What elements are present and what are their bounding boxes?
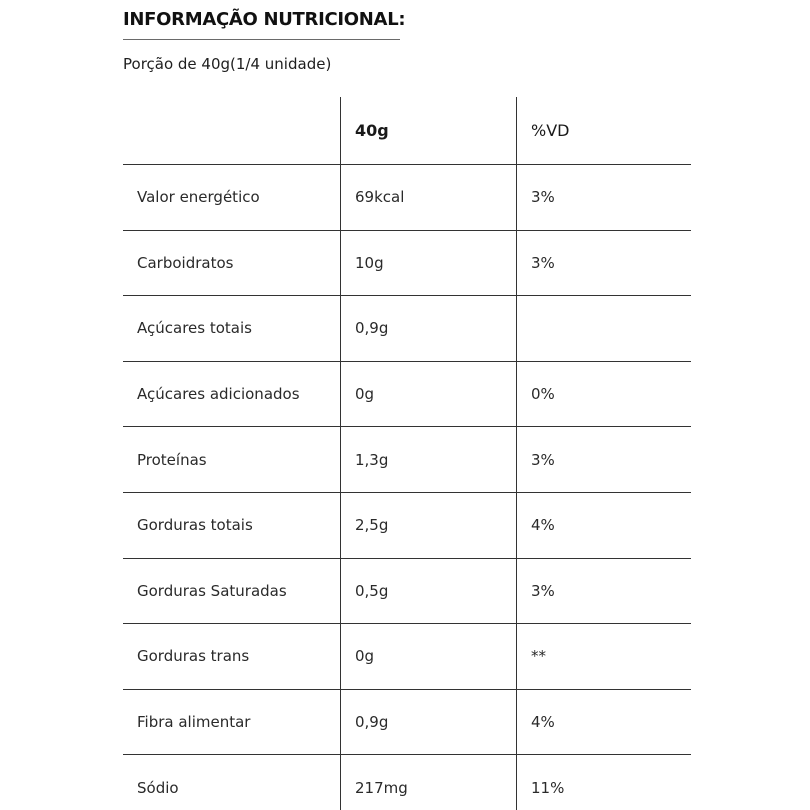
nutrient-amount: 2,5g xyxy=(355,516,389,535)
portion-size: Porção de 40g(1/4 unidade) xyxy=(123,55,332,73)
table-row xyxy=(123,755,691,810)
table-row xyxy=(123,559,691,625)
table-row xyxy=(123,362,691,428)
nutrient-amount: 0,9g xyxy=(355,713,389,732)
table-row xyxy=(123,165,691,231)
nutrient-amount: 10g xyxy=(355,253,384,272)
nutrient-name: Açúcares totais xyxy=(137,319,252,338)
nutrient-name: Sódio xyxy=(137,779,179,798)
nutrient-amount: 0,5g xyxy=(355,581,389,600)
nutrition-table xyxy=(123,97,691,810)
nutrient-daily-value: 4% xyxy=(531,713,555,732)
table-row xyxy=(123,427,691,493)
nutrient-daily-value: 3% xyxy=(531,188,555,207)
header-daily-value: %VD xyxy=(531,121,570,140)
table-row xyxy=(123,296,691,362)
nutrient-daily-value: 3% xyxy=(531,253,555,272)
nutrient-daily-value: 3% xyxy=(531,450,555,469)
table-row xyxy=(123,690,691,756)
nutrient-amount: 1,3g xyxy=(355,450,389,469)
title-underline xyxy=(123,39,400,40)
header-amount: 40g xyxy=(355,121,389,140)
nutrient-daily-value: 3% xyxy=(531,581,555,600)
page-title: INFORMAÇÃO NUTRICIONAL: xyxy=(123,9,406,30)
table-row xyxy=(123,624,691,690)
nutrient-amount: 0,9g xyxy=(355,319,389,338)
nutrient-amount: 0g xyxy=(355,385,375,404)
nutrient-name: Gorduras Saturadas xyxy=(137,581,287,600)
table-row xyxy=(123,231,691,297)
nutrient-name: Gorduras totais xyxy=(137,516,253,535)
nutrient-name: Açúcares adicionados xyxy=(137,385,300,404)
table-row xyxy=(123,493,691,559)
nutrient-amount: 69kcal xyxy=(355,188,405,207)
nutrient-amount: 217mg xyxy=(355,779,408,798)
nutrient-daily-value: 4% xyxy=(531,516,555,535)
nutrient-name: Fibra alimentar xyxy=(137,713,251,732)
nutrient-name: Gorduras trans xyxy=(137,647,250,666)
nutrient-name: Valor energético xyxy=(137,188,260,207)
nutrient-name: Carboidratos xyxy=(137,253,234,272)
nutrient-amount: 0g xyxy=(355,647,375,666)
nutrient-daily-value: ** xyxy=(531,647,546,666)
nutrient-name: Proteínas xyxy=(137,450,207,469)
nutrient-daily-value: 11% xyxy=(531,779,565,798)
table-header-row xyxy=(123,97,691,165)
nutrient-daily-value: 0% xyxy=(531,385,555,404)
